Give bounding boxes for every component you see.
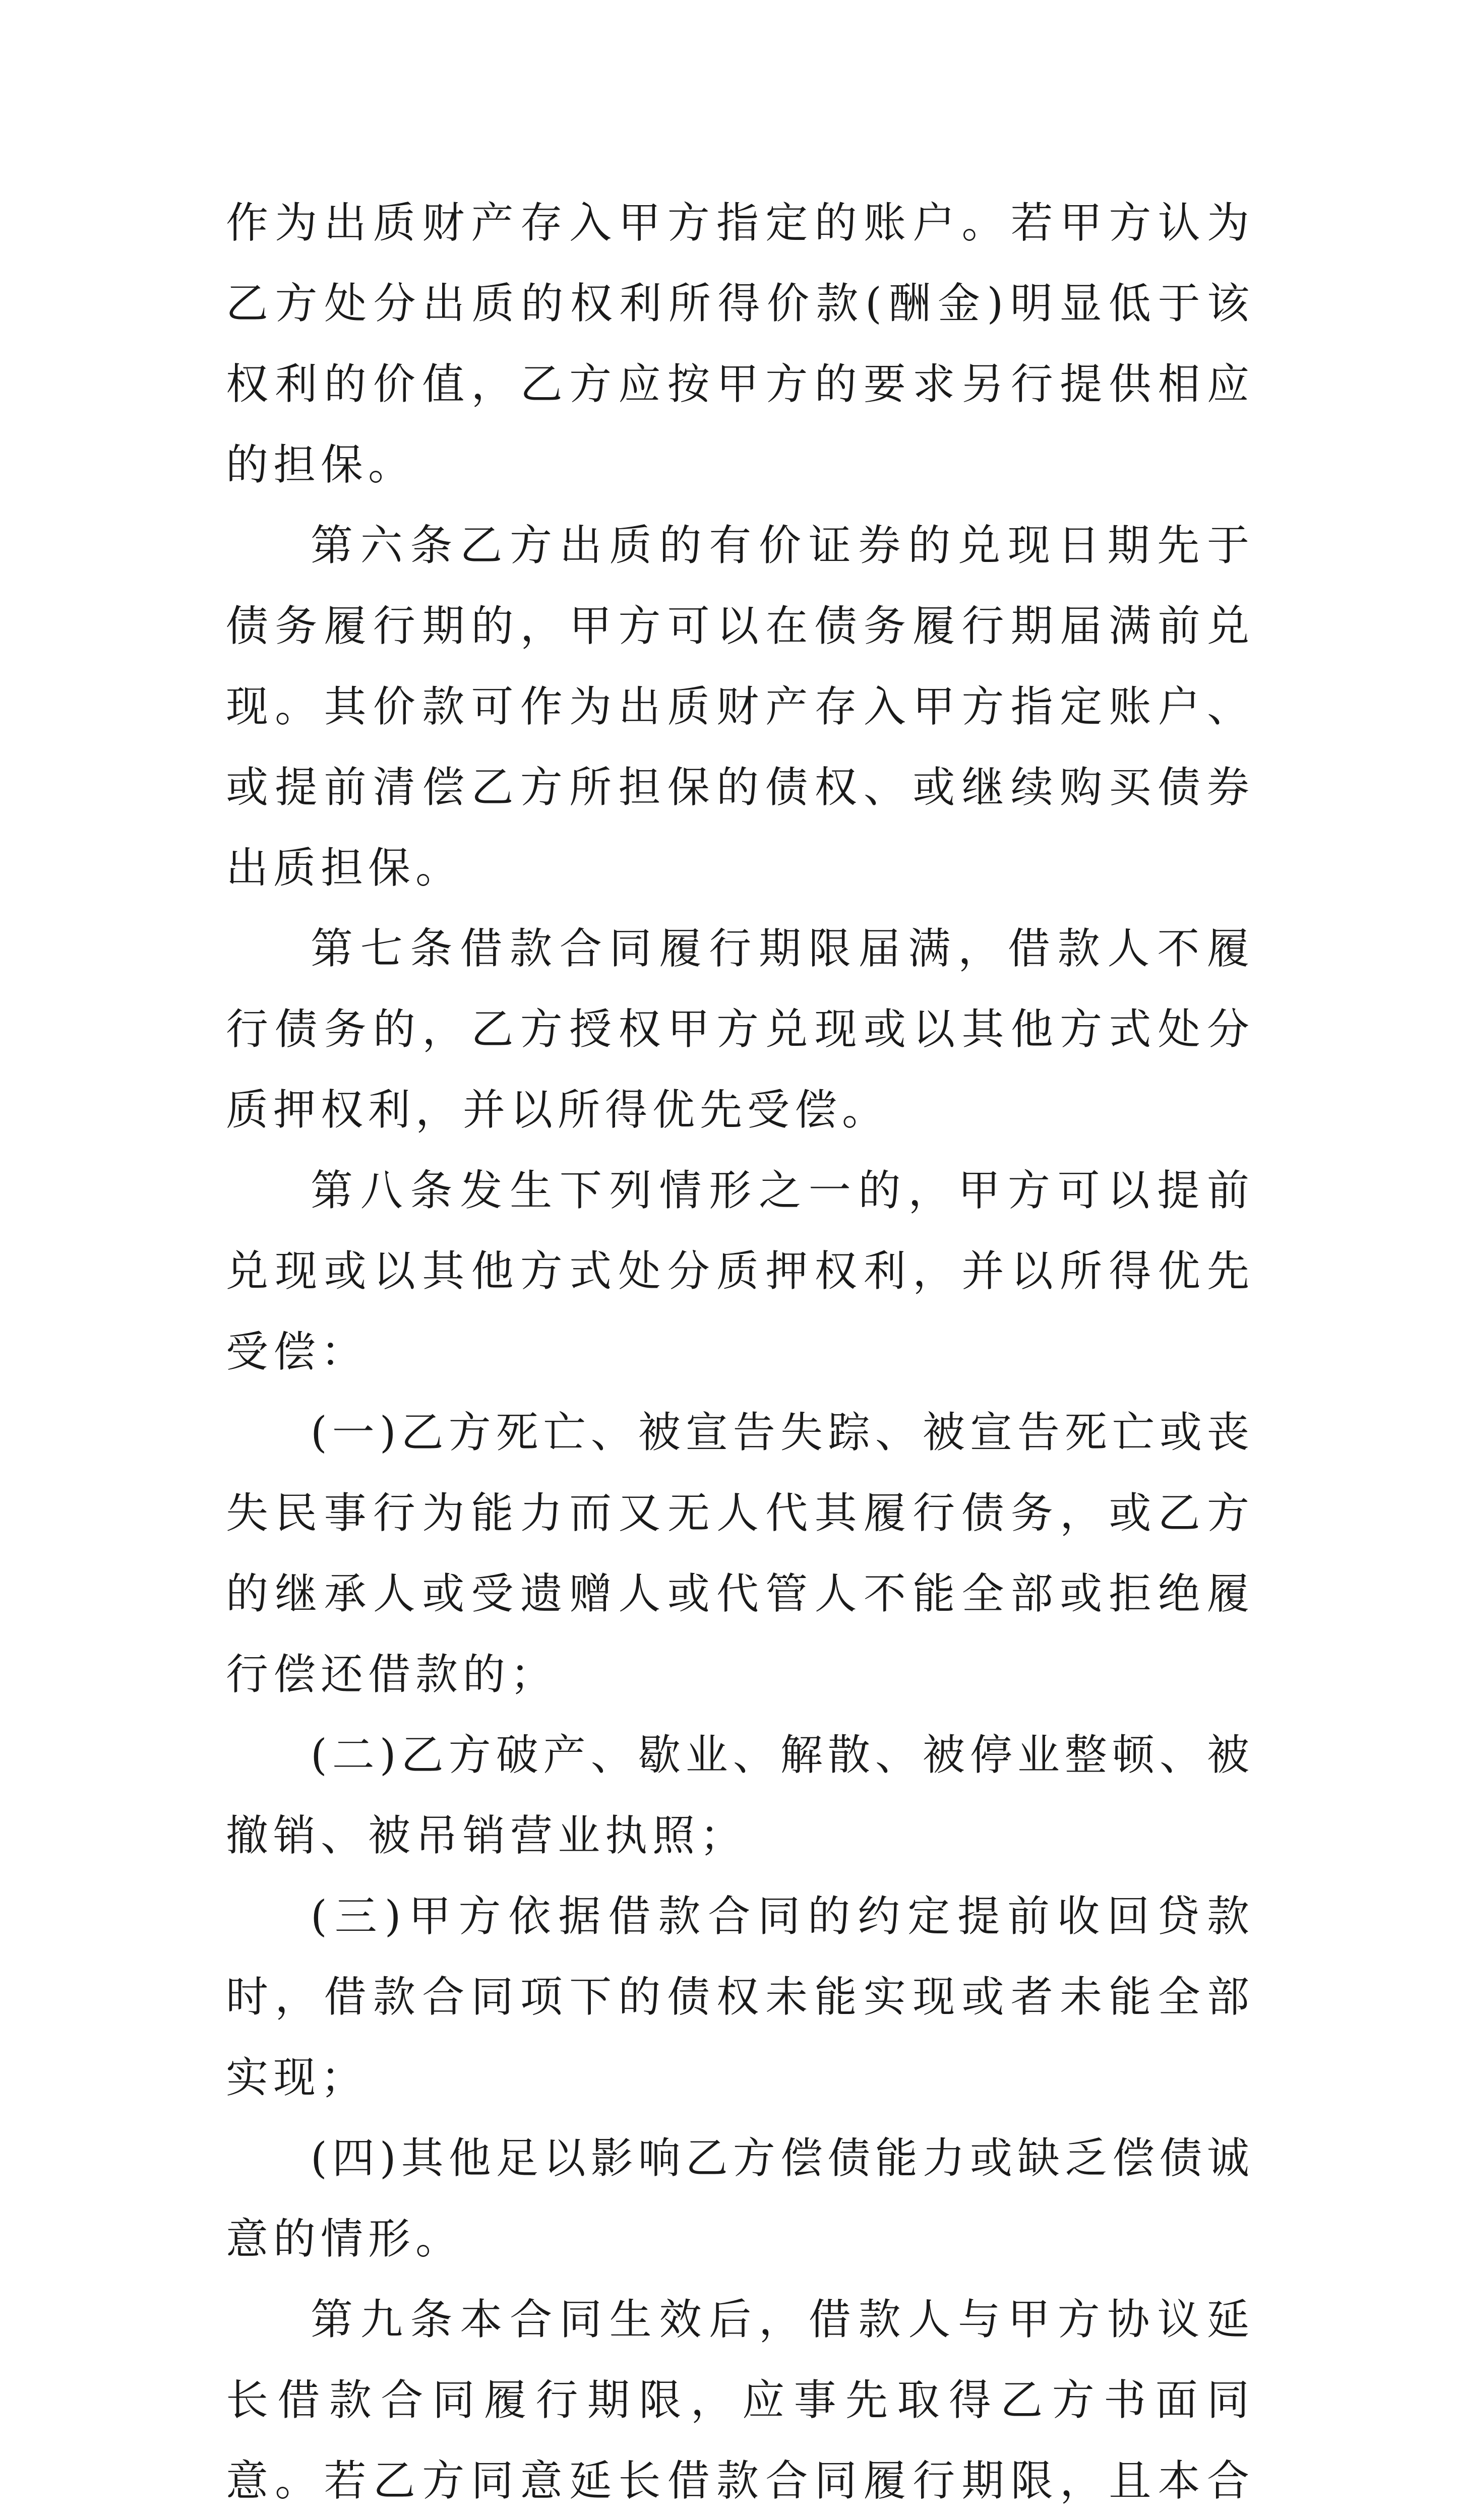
paragraph-item-2: (二)乙方破产、歇业、解散、被停业整顿、被撤销、被吊销营业执照；	[226, 1730, 1254, 1860]
paragraph-article-9: 第九条本合同生效后，借款人与甲方协议延长借款合同履行期限，应事先取得乙方书面同意。若乙方同意延长借款合同履行期限，且本合	[226, 2295, 1254, 2505]
paragraph-item-1: (一)乙方死亡、被宣告失踪、被宣告死亡或丧失民事行为能力而又无人代其履行债务，或乙方的继承人或受遗赠人或代管人不能全部或拒绝履行偿还借款的；	[226, 1408, 1254, 1699]
paragraph-article-8: 第八条发生下列情形之一的，甲方可以提前兑现或以其他方式处分质押权利，并以所得优先受偿：	[226, 1166, 1254, 1376]
paragraph-article-6: 第六条乙方出质的有价证券的兑现日期先于债务履行期的，甲方可以在债务履行期届满前兑现。其价款可作为出质财产存入甲方指定账户、或提前清偿乙方所担保的债权、或继续购买债券出质担保。	[226, 521, 1254, 893]
paragraph-article-7: 第七条借款合同履行期限届满，借款人不履行债务的，乙方授权甲方兑现或以其他方式处分质押权利，并以所得优先受偿。	[226, 924, 1254, 1135]
document-body	[226, 182, 1254, 2520]
paragraph-continuation: 作为出质财产存入甲方指定的账户。若甲方认为乙方处分出质的权利所得价款(酬金)明显低于该权利的价值，乙方应按甲方的要求另行提供相应的担保。	[226, 198, 1254, 489]
paragraph-item-3: (三)甲方依据借款合同的约定提前收回贷款时，借款合同项下的债权未能实现或者未能全部实现；	[226, 1892, 1254, 2102]
paragraph-item-4: (四)其他足以影响乙方偿债能力或缺乏偿债诚意的情形。	[226, 2133, 1254, 2263]
